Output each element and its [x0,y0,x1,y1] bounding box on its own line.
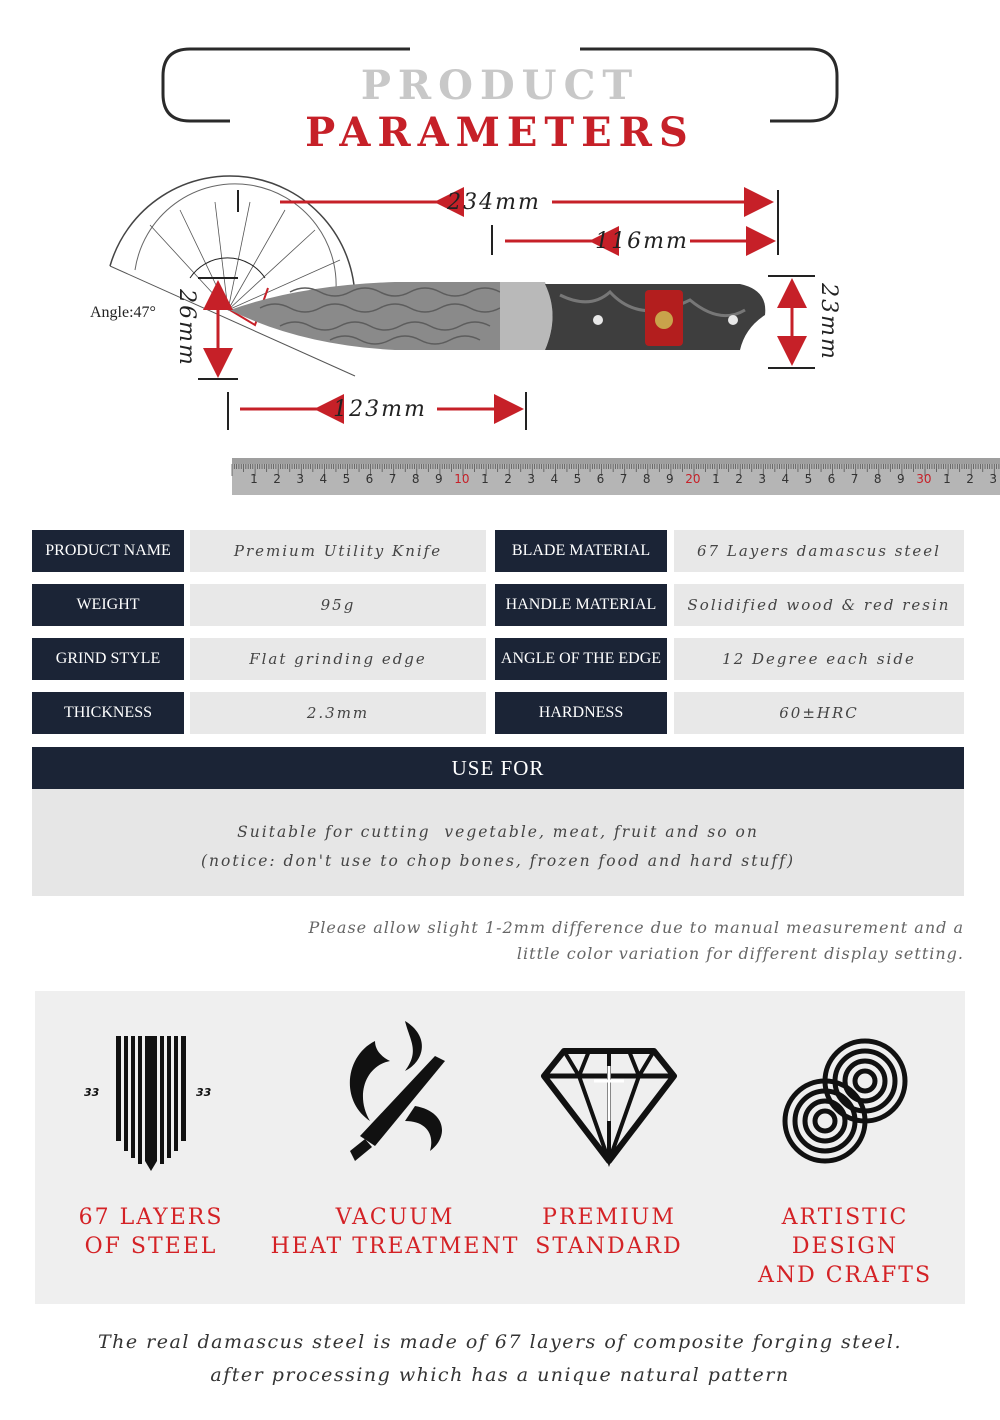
title-banner [160,46,840,156]
title-part-2: PARAMETERS [305,109,695,156]
spec-value: Solidified wood & red resin [674,584,964,626]
spec-label: HANDLE MATERIAL [495,584,667,626]
dim-234-label: 234mm [447,190,541,215]
spec-label: HARDNESS [495,692,667,734]
dim-123-label: 123mm [333,397,427,422]
ruler-number: 4 [319,472,328,486]
title-part-1: PRODUCT [360,62,640,109]
dimension-26-line [174,278,238,379]
footer-text [0,1326,1000,1392]
ruler-number: 1 [712,472,720,486]
spec-label: PRODUCT NAME [32,530,184,572]
spec-label: ANGLE OF THE EDGE [495,638,667,680]
ruler-number: 9 [665,472,674,486]
ruler-number: 7 [850,472,859,486]
footer-line-1: The real damascus steel is made of 67 layers of composite forging steel. [97,1331,903,1353]
ruler-number: 3 [527,472,536,486]
feature-item [35,991,267,1304]
use-for-body [32,789,964,896]
page-title [160,62,840,156]
ruler-number: 1 [250,472,258,486]
ruler-number: 2 [735,472,743,486]
feature-label-line-2: AND CRAFTS [757,1263,933,1288]
spec-value: 67 Layers damascus steel [674,530,964,572]
layers-badge-right: 33 [196,1086,212,1099]
feature-label-line-2: HEAT TREATMENT [270,1234,520,1259]
feature-label-line-1: PREMIUM [542,1205,676,1230]
ruler-number: 3 [758,472,767,486]
ruler-number: 8 [411,472,420,486]
feature-label-line-2: OF STEEL [84,1234,218,1259]
feature-item [725,991,965,1304]
dim-116-label: 116mm [595,229,689,254]
feature-label [493,1203,725,1261]
footer-line-2: after processing which has a unique natural pattern [210,1364,790,1386]
ruler-number: 6 [596,472,605,486]
ruler-number: 4 [781,472,790,486]
feature-label [260,1203,530,1261]
spec-row [32,638,964,682]
ruler-number: 1 [943,472,951,486]
ruler-number: 20 [685,472,701,486]
feature-panel [35,991,965,1304]
spec-value: 95g [190,584,486,626]
feature-label [725,1203,965,1290]
spec-value: 2.3mm [190,692,486,734]
angle-label: Angle:47° [90,304,156,321]
layers-icon [76,1021,226,1171]
ruler-number: 9 [896,472,905,486]
ruler-number: 7 [388,472,397,486]
dimension-234-line [238,190,778,255]
spec-value: 12 Degree each side [674,638,964,680]
spec-label: THICKNESS [32,692,184,734]
ruler-number: 8 [642,472,651,486]
feature-item [493,991,725,1304]
ruler-number: 2 [273,472,281,486]
spec-value: 60±HRC [674,692,964,734]
dimension-23-line [768,276,841,368]
ruler-number: 3 [296,472,305,486]
ruler-number: 10 [454,472,470,486]
spec-label: BLADE MATERIAL [495,530,667,572]
flame-blade-icon [320,1021,470,1171]
spec-label: WEIGHT [32,584,184,626]
ruler-number: 5 [573,472,582,486]
ruler-number: 1 [481,472,489,486]
feature-label-line-2: STANDARD [535,1234,683,1259]
ruler-number: 5 [804,472,813,486]
spec-value: Flat grinding edge [190,638,486,680]
knife-handle-icon [545,284,765,350]
ruler-number: 3 [989,472,998,486]
dim-26-label: 26mm [174,289,199,367]
dimension-116-line [492,225,770,255]
use-for-heading: USE FOR [32,747,964,789]
ruler-icon [232,458,1000,495]
spec-row [32,530,964,574]
feature-label-line-1: ARTISTIC DESIGN [781,1205,909,1259]
diamond-icon [534,1021,684,1171]
knife-dimension-diagram [0,150,1000,500]
ruler-number: 7 [619,472,628,486]
feature-item [260,991,530,1304]
ruler-number: 4 [550,472,559,486]
feature-label [35,1203,267,1261]
spec-row [32,692,964,736]
ruler-number: 30 [916,472,932,486]
note-line-2: little color variation for different display setting. [516,944,964,963]
ruler-number: 8 [873,472,882,486]
layers-badge-left: 33 [84,1086,100,1099]
use-for-line-2: (notice: don't use to chop bones, frozen food and hard stuff) [200,852,795,870]
protractor-icon [110,176,355,376]
feature-label-line-1: VACUUM [335,1205,455,1230]
use-for-line-1: Suitable for cutting vegetable, meat, fruit and so on [237,823,759,841]
spec-row [32,584,964,628]
swirl-icon [770,1021,920,1171]
ruler-number: 9 [434,472,443,486]
spec-value: Premium Utility Knife [190,530,486,572]
measurement-note [264,915,964,967]
dim-23-label: 23mm [816,283,841,361]
spec-label: GRIND STYLE [32,638,184,680]
dimension-123-line [228,392,526,430]
ruler-number: 6 [827,472,836,486]
ruler-number: 5 [342,472,351,486]
feature-label-line-1: 67 LAYERS [78,1205,224,1230]
ruler-number: 6 [365,472,374,486]
note-line-1: Please allow slight 1-2mm difference due to manual measurement and a [308,918,964,937]
ruler-number: 2 [966,472,974,486]
ruler-number: 2 [504,472,512,486]
knife-blade-icon [230,282,553,350]
